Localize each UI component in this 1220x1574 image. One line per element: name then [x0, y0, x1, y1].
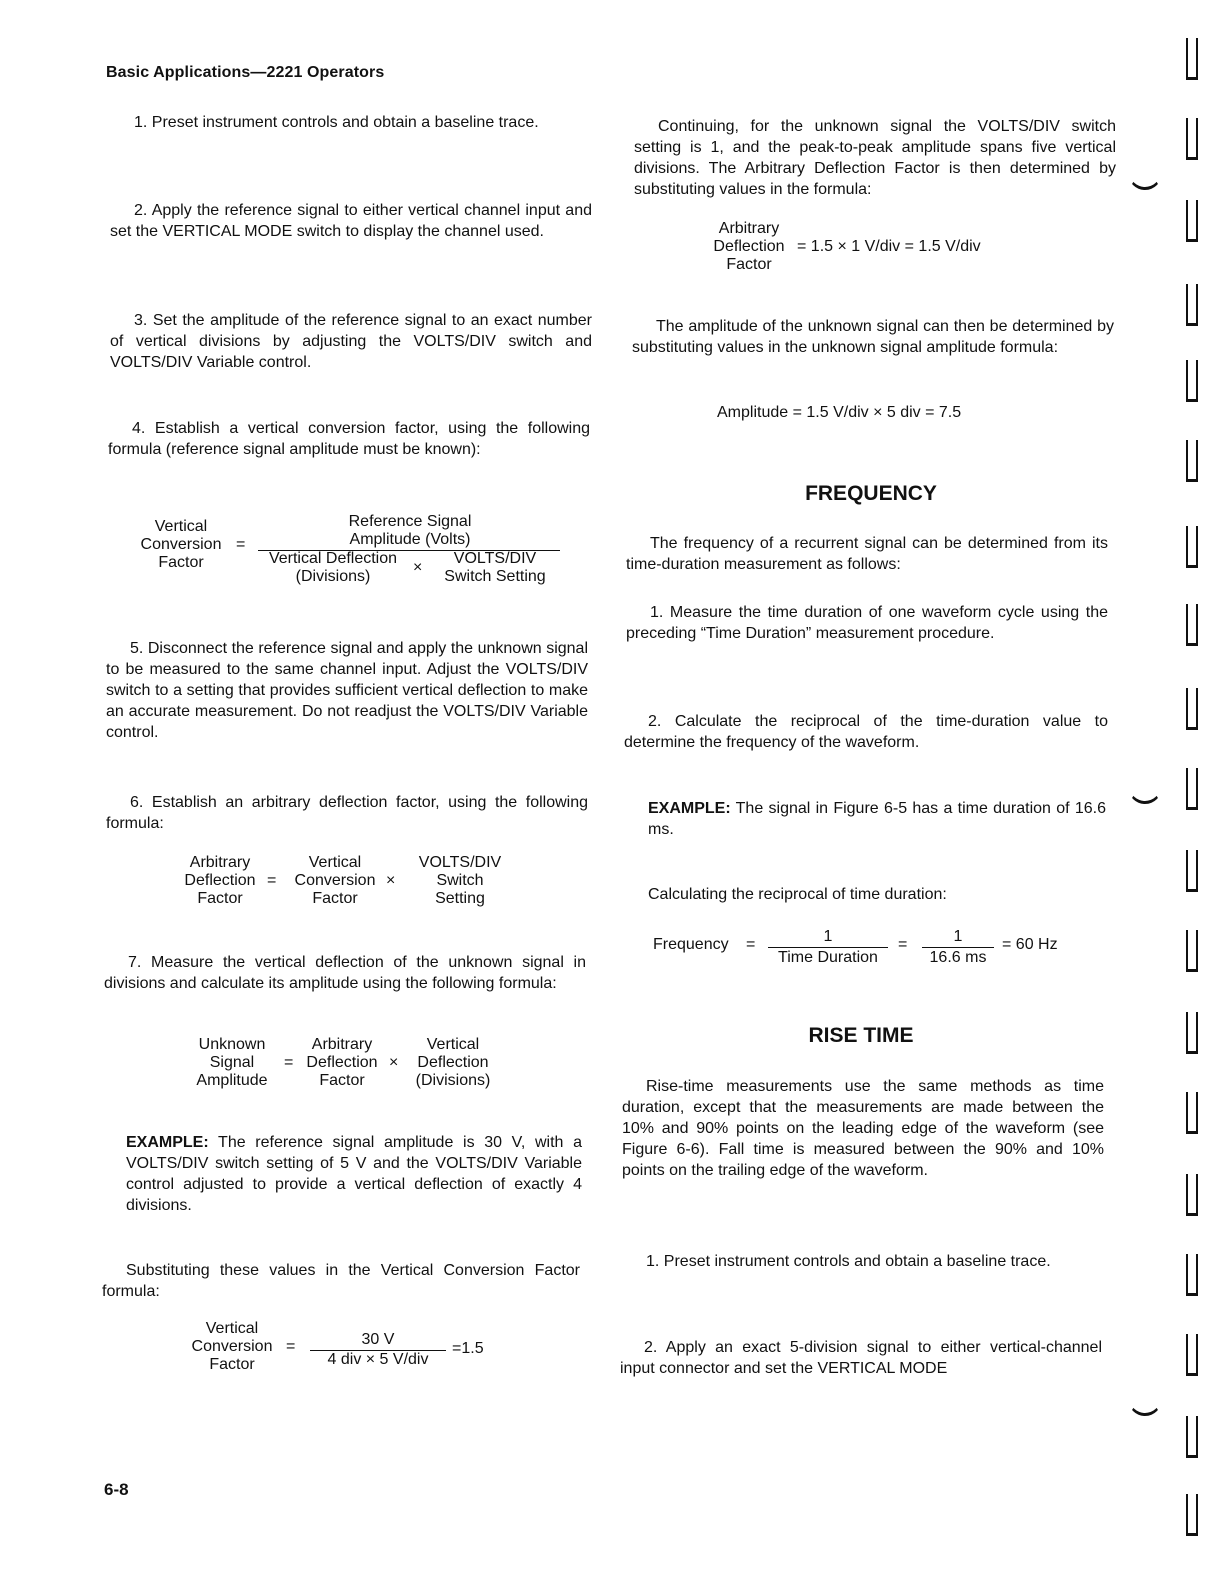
- formula-numerator: 1: [953, 928, 963, 945]
- formula-term: Switch: [436, 872, 484, 889]
- formula-term: Factor: [319, 1072, 365, 1089]
- formula-term: VOLTS/DIV: [453, 550, 537, 567]
- formula-term: Deflection: [713, 238, 785, 255]
- formula-lhs: [706, 220, 792, 274]
- formula-term: Deflection: [184, 872, 256, 889]
- binder-hole-icon: [1186, 1334, 1198, 1376]
- example-label: EXAMPLE:: [126, 1134, 209, 1151]
- binder-hole-icon: [1186, 1092, 1198, 1134]
- formula-denominator: 4 div × 5 V/div: [327, 1351, 429, 1368]
- formula-result: =1.5: [452, 1340, 484, 1357]
- binder-hole-icon: [1186, 1494, 1198, 1536]
- formula-lhs: Frequency: [653, 936, 729, 953]
- right-rise-step-2: 2. Apply an exact 5-division signal to either vertical-channel input connector and set the VERTICAL MODE: [620, 1339, 1102, 1377]
- example-text: The signal in Figure 6-5 has a time duration of 16.6 ms.: [648, 800, 1106, 838]
- right-continuing: Continuing, for the unknown signal the VOLTS/DIV switch setting is 1, and the peak-to-peak amplitude spans five vertical divisions. The Arbitrary Deflection Factor is then determined by substituting values in the formula:: [634, 118, 1116, 198]
- formula-term-group: [300, 1036, 384, 1090]
- formula-term: Arbitrary: [311, 1036, 373, 1053]
- binder-hole-icon: [1186, 1174, 1198, 1216]
- formula-lhs: [126, 518, 236, 572]
- fraction-bar: [768, 947, 888, 948]
- left-step-4: 4. Establish a vertical conversion factor, using the following formula (reference signal amplitude must be known):: [108, 420, 590, 458]
- formula-term: (Divisions): [295, 568, 371, 585]
- right-calculating: Calculating the reciprocal of time duration:: [648, 886, 947, 903]
- formula-term: Reference Signal: [348, 513, 472, 530]
- formula-denominator-b: [430, 550, 560, 586]
- formula-expression: = 1.5 × 1 V/div = 1.5 V/div: [797, 238, 981, 255]
- left-step-7: 7. Measure the vertical deflection of the unknown signal in divisions and calculate its amplitude using the following formula:: [104, 954, 586, 992]
- page-number: 6-8: [104, 1480, 129, 1499]
- times-sign: ×: [386, 872, 396, 889]
- formula-term: Conversion: [294, 872, 376, 889]
- right-rise-step-1: 1. Preset instrument controls and obtain a baseline trace.: [646, 1253, 1051, 1270]
- formula-numerator: 30 V: [361, 1331, 395, 1348]
- formula-term: Factor: [312, 890, 358, 907]
- formula-term-group: [186, 1036, 278, 1090]
- example-text: The reference signal amplitude is 30 V, with a VOLTS/DIV switch setting of 5 V and the VOLTS/DIV Variable control adjusted to provide a vertical deflection of exactly 4 divisions.: [126, 1134, 582, 1214]
- formula-term: Factor: [209, 1356, 255, 1373]
- formula-term: Vertical: [308, 854, 362, 871]
- binder-hole-icon: [1186, 1416, 1198, 1458]
- formula-lhs: [182, 1320, 282, 1374]
- equals-sign: =: [898, 936, 908, 953]
- binder-hole-icon: [1186, 930, 1198, 972]
- fraction-bar: [922, 947, 994, 948]
- formula-term: Unknown: [198, 1036, 266, 1053]
- formula-amplitude: Amplitude = 1.5 V/div × 5 div = 7.5: [717, 404, 962, 421]
- binder-hole-icon: [1186, 440, 1198, 482]
- formula-term: Arbitrary: [718, 220, 780, 237]
- right-freq-step-1: 1. Measure the time duration of one waveform cycle using the preceding “Time Duration” measurement procedure.: [626, 604, 1108, 642]
- rise-time-heading: RISE TIME: [808, 1024, 914, 1047]
- formula-numerator: [310, 513, 510, 549]
- binder-hole-icon: [1186, 118, 1198, 160]
- equals-sign: =: [286, 1338, 296, 1355]
- binder-hole-icon: [1186, 768, 1198, 810]
- binder-hole-icon: [1186, 1012, 1198, 1054]
- binder-hole-icon: [1186, 526, 1198, 568]
- formula-term: Amplitude (Volts): [349, 531, 471, 548]
- formula-term: Vertical: [426, 1036, 480, 1053]
- frequency-heading: FREQUENCY: [805, 482, 937, 505]
- example-label: EXAMPLE:: [648, 800, 731, 817]
- formula-denominator-a: [258, 550, 408, 586]
- formula-term: VOLTS/DIV: [418, 854, 502, 871]
- binder-hole-icon: [1186, 1254, 1198, 1296]
- formula-denominator: Time Duration: [778, 949, 878, 966]
- formula-term: Vertical: [205, 1320, 259, 1337]
- page-header: Basic Applications—2221 Operators: [106, 64, 385, 81]
- formula-term: Vertical: [154, 518, 208, 535]
- formula-term: Vertical Deflection: [268, 550, 398, 567]
- formula-term: Switch Setting: [444, 568, 546, 585]
- left-substituting: Substituting these values in the Vertical Conversion Factor formula:: [102, 1262, 580, 1300]
- formula-term-group: [408, 854, 512, 908]
- left-step-1: 1. Preset instrument controls and obtain a baseline trace.: [134, 114, 539, 131]
- binder-hole-icon: [1186, 38, 1198, 80]
- formula-term: Deflection: [417, 1054, 489, 1071]
- binder-ring-icon: [1128, 164, 1162, 190]
- formula-term: Factor: [726, 256, 772, 273]
- right-frequency-intro: The frequency of a recurrent signal can be determined from its time-duration measurement as follows:: [626, 535, 1108, 573]
- formula-term: Arbitrary: [189, 854, 251, 871]
- binder-hole-icon: [1186, 284, 1198, 326]
- equals-sign: =: [284, 1054, 294, 1071]
- formula-term: Deflection: [306, 1054, 378, 1071]
- formula-term: Factor: [158, 554, 204, 571]
- formula-term-group: [286, 854, 384, 908]
- formula-numerator: 1: [823, 928, 833, 945]
- formula-term: Setting: [435, 890, 485, 907]
- left-step-5: 5. Disconnect the reference signal and apply the unknown signal to be measured to the same channel input. Adjust the VOLTS/DIV switch to a setting that provides sufficient vertical deflection to make an accurate measurement. Do not readjust the VOLTS/DIV Variable control.: [106, 640, 588, 741]
- equals-sign: =: [746, 936, 756, 953]
- times-sign: ×: [413, 559, 423, 576]
- left-step-2: 2. Apply the reference signal to either vertical channel input and set the VERTICAL MODE switch to display the channel used.: [110, 202, 592, 240]
- equals-sign: =: [267, 872, 277, 889]
- left-step-3: 3. Set the amplitude of the reference signal to an exact number of vertical divisions by adjusting the VOLTS/DIV switch and VOLTS/DIV Variable control.: [110, 312, 592, 371]
- binder-hole-icon: [1186, 200, 1198, 242]
- equals-sign: =: [236, 536, 246, 553]
- formula-term: Amplitude: [196, 1072, 268, 1089]
- right-rise-intro: Rise-time measurements use the same methods as time duration, except that the measurements are made between the 10% and 90% points on the leading edge of the waveform (see Figure 6-6). Fall time is measured between the 90% and 10% points on the trailing edge of the waveform.: [622, 1078, 1104, 1179]
- times-sign: ×: [389, 1054, 399, 1071]
- binder-hole-icon: [1186, 604, 1198, 646]
- right-amplitude-intro: The amplitude of the unknown signal can then be determined by substituting values in the unknown signal amplitude formula:: [632, 318, 1114, 356]
- formula-term: Factor: [197, 890, 243, 907]
- right-freq-step-2: 2. Calculate the reciprocal of the time-duration value to determine the frequency of the waveform.: [624, 713, 1108, 751]
- left-step-6: 6. Establish an arbitrary deflection factor, using the following formula:: [106, 794, 588, 832]
- formula-term: Signal: [209, 1054, 255, 1071]
- formula-term-group: [175, 854, 265, 908]
- formula-term: Conversion: [140, 536, 222, 553]
- binder-hole-icon: [1186, 850, 1198, 892]
- binder-hole-icon: [1186, 360, 1198, 402]
- left-example: [126, 1132, 582, 1216]
- binder-hole-icon: [1186, 688, 1198, 730]
- formula-term-group: [408, 1036, 498, 1090]
- right-example: [648, 798, 1106, 840]
- formula-denominator: 16.6 ms: [929, 949, 987, 966]
- formula-term: Conversion: [191, 1338, 273, 1355]
- binder-ring-icon: [1128, 1390, 1162, 1416]
- binder-ring-icon: [1128, 778, 1162, 804]
- formula-term: (Divisions): [415, 1072, 491, 1089]
- formula-result: = 60 Hz: [1002, 936, 1058, 953]
